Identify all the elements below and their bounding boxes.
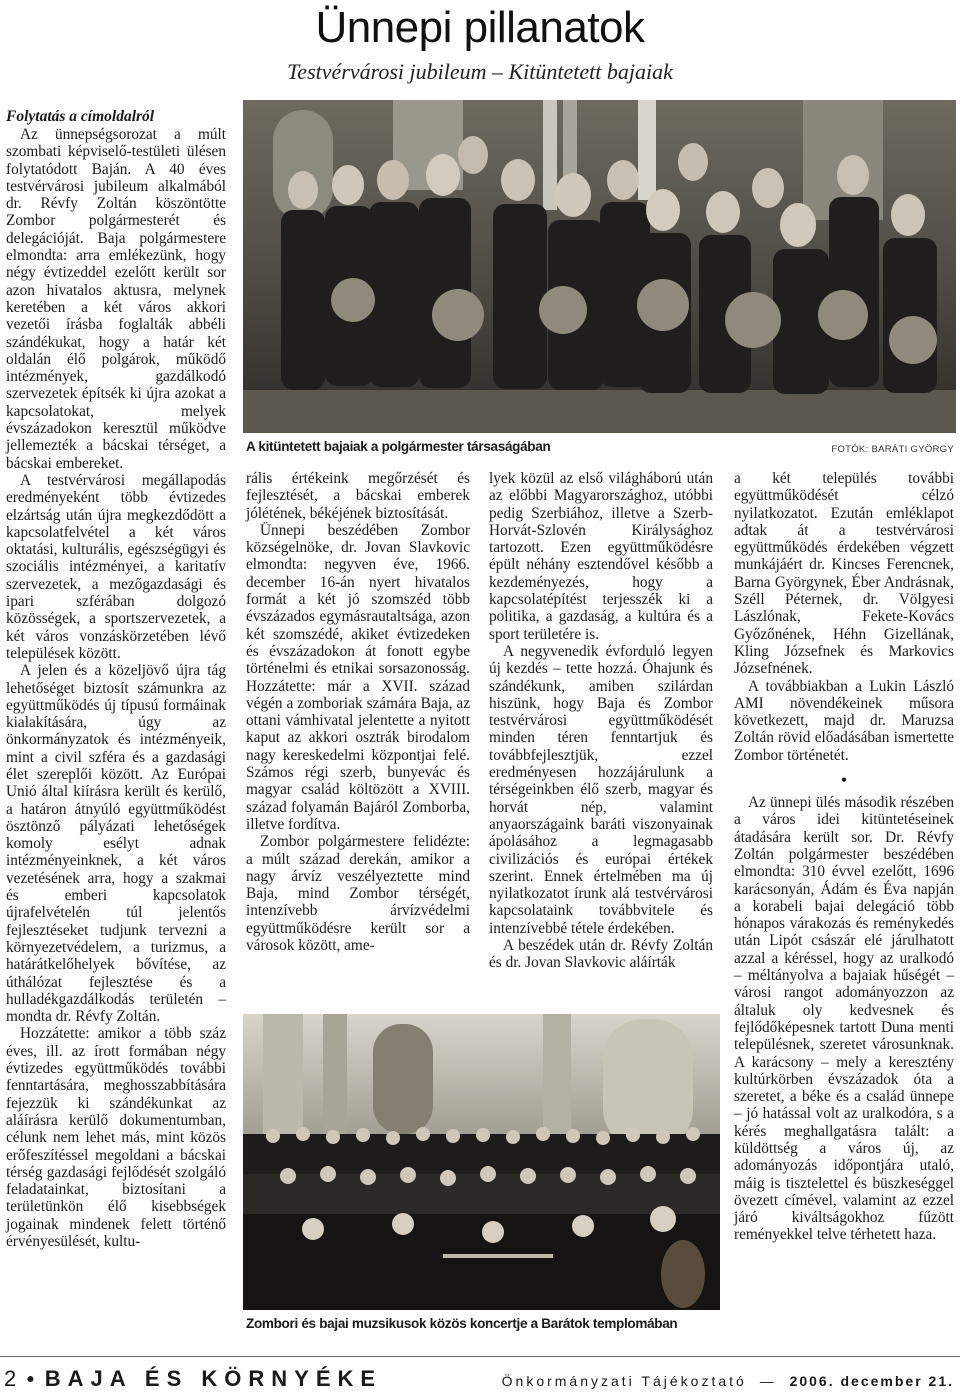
article-paragraph: lyek közül az első világháború után az előbbi Magyarországhoz, utóbbi pedig Szerbiához, illetve a Szerb-Horvát-Szlovén Királysághoz tartozott. Ezen együttműködésre épült néhány esztendővel később a kezdeményezés, hogy a kapcsolatépítést terjesszék ki a politika, a gazdaság, a kultúra és a sport területére is. [489, 470, 713, 643]
article-paragraph: A negyvenedik évforduló legyen új kezdés – tette hozzá. Óhajunk és szándékunk, amiben szilárdan hiszünk, hogy Baja és Zombor testvérvárosi együttműködését minden téren fenntartjuk és továbbfejlesztjük, ezzel eredményesen hozzájárulunk a térségeinkben élő szerb, magyar és horvát nép, valamint anyaországaink baráti viszonyainak ápolásához a legmagasabb civilizációs és európai értékek szerint. Ennek értelmében ma új nyilatkozatot írunk alá testvérvárosi kapcsolataink továbbvitele és intenzívebbé tétele érdekében. [489, 642, 713, 937]
section-separator: • [840, 770, 848, 791]
article-paragraph: Zombor polgármestere felidézte: a múlt század derekán, amikor a nagy árvíz veszélyeztette mind Baja, mind Zombor térségét, intenzívebb árvízvédelmi együttműködésre került sor a városok között, ame- [246, 833, 470, 955]
article-paragraph: A beszédek után dr. Révfy Zoltán és dr. Jovan Slavkovic aláírták [489, 937, 713, 972]
publication-name: Önkormányzati Tájékoztató [501, 1373, 747, 1389]
footer-dash: — [759, 1373, 777, 1389]
article-paragraph: rális értékeink megőrzését és fejlesztését, a bácskai emberek jólétének, békéjének biztosítását. [246, 470, 470, 522]
concert-photo [243, 1014, 720, 1310]
article-paragraph: Az ünnepi ülés második részében a város idei kitüntetéseinek átadására került sor. Dr. Révfy Zoltán polgármester beszédében elmondta: 310 évvel ezelőtt, 1696 karácsonyán, Ádám és Éva napján a korabeli bajai delegáció több hónapos várakozás és reménykedés után Lipót császár elé járulhatott azzal a kéréssel, hogy az uralkodó – méltányolva a bajaiak hűségét – városi rangot adományozzon az általuk oly kedvesnek és fejlődőképesnek tartott Duna menti településnek, szeretet városunknak. A karácsony – mely a keresztény kultúrkörben évszázadok óta a szeretet, a béke és a család ünnepe – jó hatással volt az uralkodóra, s a kérés meghallgatásra talált: a küldöttség a város új, az adományozás időpontjára utaló, máig is tisztelettel és büszkeséggel övezett címével, valamint az ezzel járó kiváltságokhoz fűzött reményekkel telve térhetett haza. [734, 794, 954, 1244]
page-number: 2 [4, 1366, 17, 1391]
footer-publication [502, 1372, 954, 1390]
article-paragraph: a két település további együttműködését célzó nyilatkozatot. Ezután emléklapot adtak át a testvérvárosi együttműködés érdekében végzett munkájáért dr. Kincses Ferencnek, Barna Györgynek, Éber Andrásnak, Széll Péternek, dr. Völgyesi Lászlónak, Fekete-Kovács Győzőnének, Héhn Gizellának, Kling Józsefnek és Markovics Józsefnének. [734, 470, 954, 678]
article-column-1 [6, 108, 226, 1250]
photo-credit: FOTÓK: BARÁTI GYÖRGY [831, 444, 954, 455]
group-photo [243, 100, 956, 433]
article-paragraph: Az ünnepségsorozat a múlt szombati képviselő-testületi ülésen folytatódott Baján. A 40 éves testvérvárosi jubileum alkalmából dr. Révfy Zoltán köszöntötte Zombor polgármesterét és delegációját. Baja polgármestere elmondta: arra emlékezünk, hogy négy évtizeddel ezelőtt került sor azon hivatalos aktusra, melynek keretében a két város akkori vezetői írásba foglalták abbéli szándékukat, hogy a határ két oldalán élő polgárok, működő intézmények, gazdálkodó szervezetek építsék ki újra azokat a kapcsolatokat, melyek évszázadokon keresztül működve jellemezték a bácskai térséget, a bácskai embereket. [6, 126, 226, 472]
article-paragraph: Hozzátette: amikor a több száz éves, ill. az írott formában négy évtizedes együttműködés további fenntartására, meghosszabbítására fejezzük ki szándékunkat az aláírásra kerülő dokumentumban, célunk nem lehet más, mint közös erőfeszítéssel megoldani a bácskai térség gazdasági fejlődését szolgáló feladatainkat, biztosítani a területünkön élő kisebbségek jogainak mindenek felett történő érvényesülését, kultu- [6, 1025, 226, 1250]
article-column-2 [246, 470, 470, 954]
photo-caption-top: A kitüntetett bajaiak a polgármester társaságában [246, 439, 551, 454]
photo-caption-bottom: Zombori és bajai muzsikusok közös koncertje a Barátok templomában [246, 1316, 678, 1331]
bullet-icon: ● [26, 1370, 35, 1386]
article-column-3 [489, 470, 713, 972]
continuation-kicker: Folytatás a címoldalról [6, 108, 155, 125]
issue-date: 2006. december 21. [789, 1373, 954, 1389]
group-photo-image [243, 100, 956, 433]
article-paragraph: Ünnepi beszédében Zombor községelnöke, dr. Jovan Slavkovic elmondta: negyven éve, 1966. december 16-án nyert hivatalos formát a két jó szomszéd több évszázados egymásrautaltsága, azon két szomszédé, akiket évtizedeken és évszázadokon át fonott egybe történelmi és etnikai sorsazonosság. Hozzátette: már a XVII. század végén a zomboriak számára Baja, az ottani vámhivatal jelentette a nyitott kaput az akkori osztrák birodalom nagy kereskedelmi központjai felé. Számos régi szerb, bunyevác és magyar család költözött a XVIII. század folyamán Bajáról Zomborba, illetve fordítva. [246, 521, 470, 833]
footer-section [4, 1364, 382, 1393]
article-paragraph: A testvérvárosi megállapodás eredményeként több évtizedes elzártság után újra megkezdődött a kapcsolatfelvétel a két város oktatási, kulturális, egészségügyi és szociális intézményei, a karitatív szervezetek, a mezőgazdasági és ipari szférában dolgozó közösségek, a sportszervezetek, a két város vonzáskörzetében lévő települések között. [6, 471, 226, 662]
page-title: Ünnepi pillanatok [315, 3, 645, 52]
article-paragraph: A jelen és a közeljövő újra tág lehetőséget biztosít számunkra az együttműködés új típusú formáinak kialakítására, úgy az önkormányzatok és intézményeik, mint a civil szféra és a gazdasági élet szereplői között. Az Európai Unió által kiírásra került és kerülő, a határon átnyúló együttműködést ösztönző pályázati lehetőségek komoly esélyt adnak intézményeinknek, a két város vezetésének arra, hogy a szakmai és emberi kapcsolatok újrafelvételén túl jelentős fejlesztéseket tudjunk tervezni a környezetvédelem, a turizmus, a határátkelőhelyek bővítése, az úthálózat fejlesztése és a hulladékgazdálkodás területén – mondta dr. Révfy Zoltán. [6, 662, 226, 1026]
article-column-4 [734, 470, 954, 1244]
article-paragraph: A továbbiakban a Lukin László AMI növendékeinek műsora következett, majd dr. Maruzsa Zoltán rövid előadásában ismertette Zombor történetét. [734, 677, 954, 764]
footer-divider [0, 1356, 960, 1357]
page-subtitle: Testvérvárosi jubileum – Kitüntetett bajaiak [287, 59, 673, 84]
concert-photo-image [243, 1014, 720, 1310]
section-name: BAJA ÉS KÖRNYÉKE [44, 1366, 383, 1391]
